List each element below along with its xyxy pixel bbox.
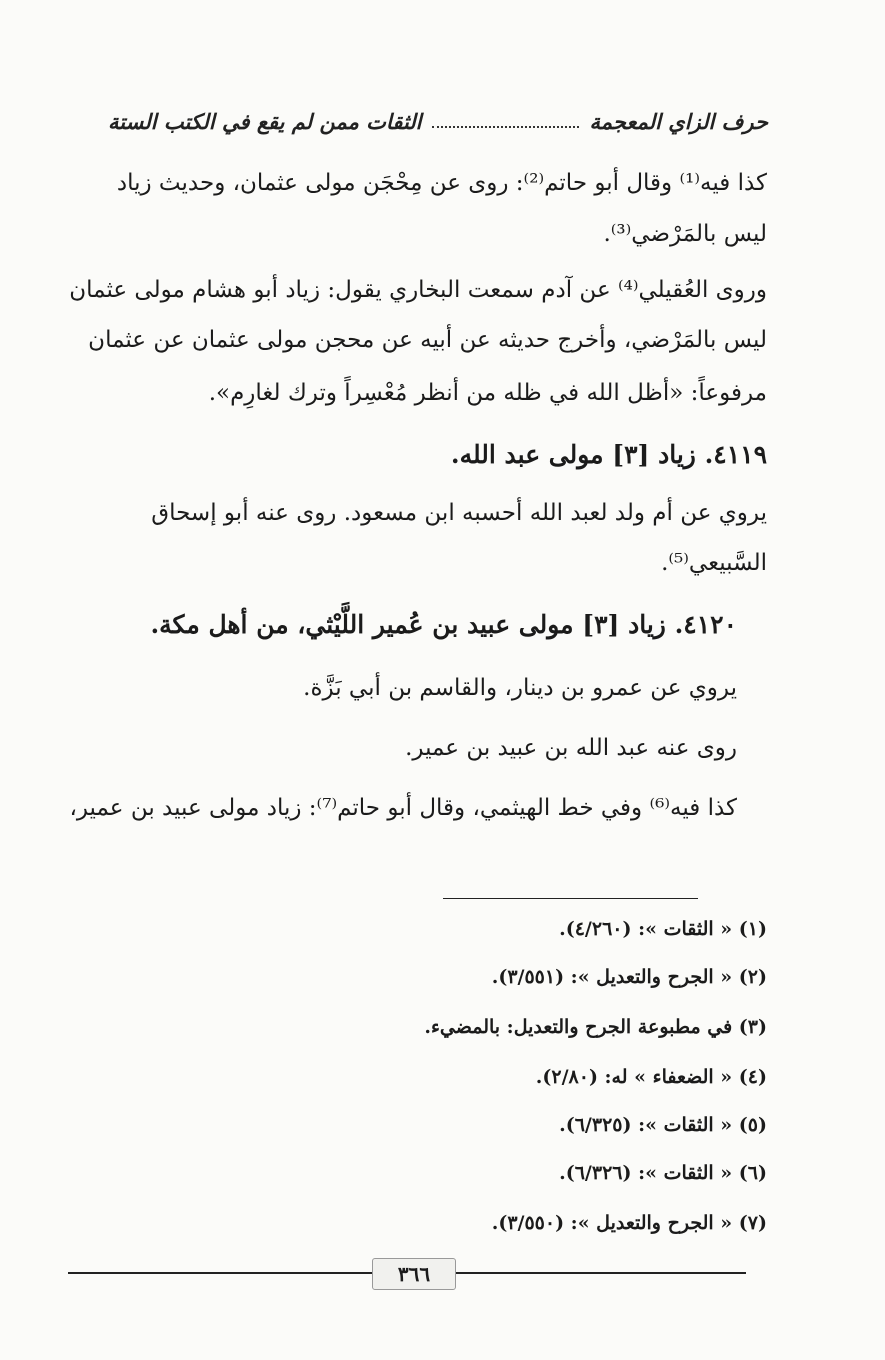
entry-title-4120: ٤١٢٠. زياد [٣] مولى عبيد بن عُمير اللَّيْثي، من أهل مكة. xyxy=(150,610,737,639)
footnote-2: (٢) « الجرح والتعديل »: (٣/٥٥١). xyxy=(491,966,767,988)
body-line-5: مرفوعاً: «أظل الله في ظله من أنظر مُعْسِراً وترك لغارِم». xyxy=(208,380,767,406)
footnote-7: (٧) « الجرح والتعديل »: (٣/٥٥٠). xyxy=(491,1212,767,1234)
entry-title-4119: ٤١١٩. زياد [٣] مولى عبد الله. xyxy=(450,440,767,469)
body-line-4: ليس بالمَرْضي، وأخرج حديثه عن أبيه عن محجن مولى عثمان عن عثمان xyxy=(88,327,767,353)
body-line-7: يروي عن أم ولد لعبد الله أحسبه ابن مسعود. روى عنه أبو إسحاق xyxy=(151,500,767,526)
footnote-4: (٤) « الضعفاء » له: (٢/٨٠). xyxy=(535,1066,767,1088)
body-line-12: كذا فيه⁽⁶⁾ وفي خط الهيثمي، وقال أبو حاتم⁽⁷⁾: زياد مولى عبيد بن عمير، xyxy=(69,795,737,821)
page-number: ٣٦٦ xyxy=(372,1258,456,1290)
body-line-11: روى عنه عبد الله بن عبيد بن عمير. xyxy=(405,735,737,761)
footnote-3: (٣) في مطبوعة الجرح والتعديل: بالمضيء. xyxy=(424,1016,767,1038)
body-line-1: كذا فيه⁽¹⁾ وقال أبو حاتم⁽²⁾: روى عن مِحْجَن مولى عثمان، وحديث زياد xyxy=(116,170,767,196)
footnote-separator xyxy=(443,898,698,899)
body-line-3: وروى العُقيلي⁽⁴⁾ عن آدم سمعت البخاري يقول: زياد أبو هشام مولى عثمان xyxy=(69,277,767,303)
footnote-6: (٦) « الثقات »: (٦/٣٢٦). xyxy=(559,1162,767,1184)
footnote-5: (٥) « الثقات »: (٦/٣٢٥). xyxy=(559,1114,767,1136)
body-line-10: يروي عن عمرو بن دينار، والقاسم بن أبي بَزَّة. xyxy=(303,675,737,701)
header-section: حرف الزاي المعجمة xyxy=(589,108,768,134)
footnote-1: (١) « الثقات »: (٤/٢٦٠). xyxy=(559,918,767,940)
body-line-8: السَّبيعي⁽⁵⁾. xyxy=(661,550,767,576)
header-book-title: الثقات ممن لم يقع في الكتب الستة xyxy=(108,108,422,134)
header-dots xyxy=(432,114,580,128)
footer-rule-right xyxy=(454,1272,746,1274)
running-header xyxy=(108,104,768,138)
body-line-2: ليس بالمَرْضي⁽³⁾. xyxy=(603,221,767,247)
footer-rule-left xyxy=(68,1272,372,1274)
